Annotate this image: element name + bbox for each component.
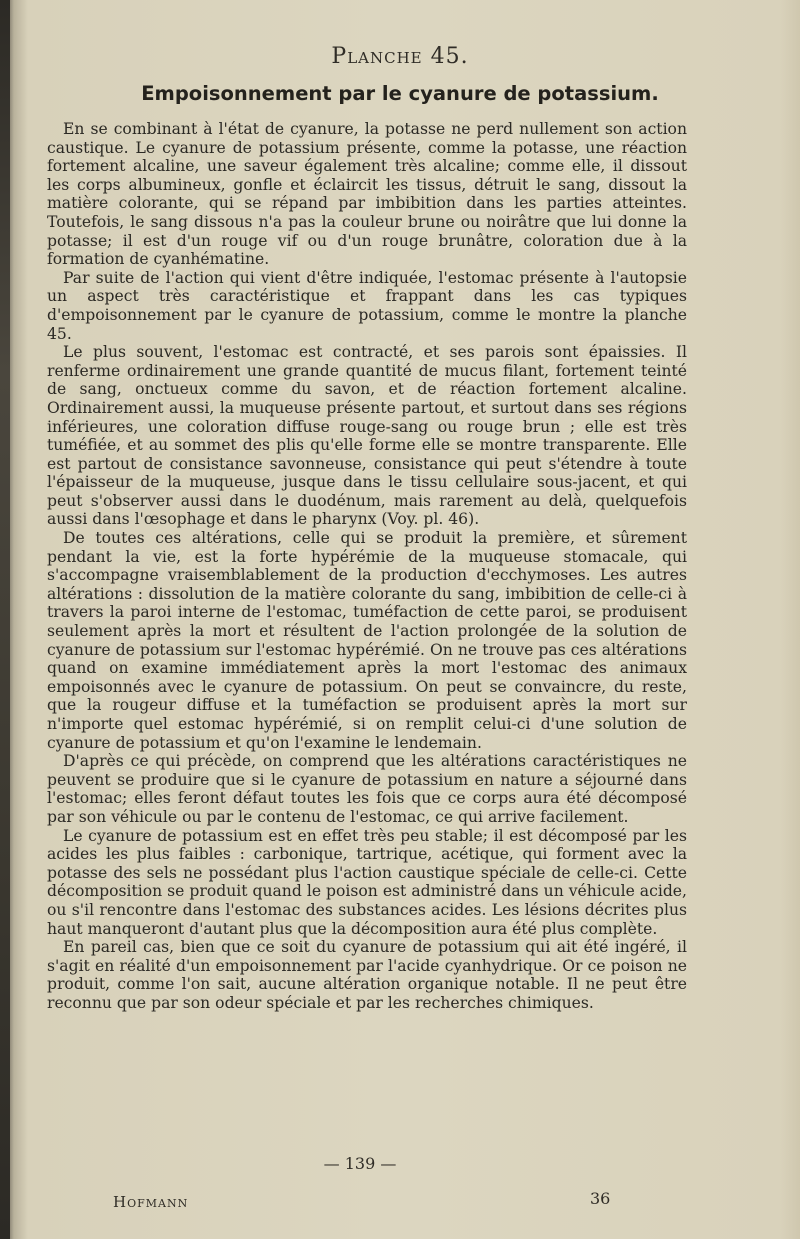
author-signature: Hofmann: [113, 1193, 189, 1211]
sheet-number: 36: [590, 1189, 611, 1208]
paragraph: Le cyanure de potassium est en effet très peu stable; il est décomposé par les acides les plus faibles : carbonique, tartrique, acétique, qui forment avec la potasse des sels ne possédant plus l'action caustique spéciale de celle-ci. Cette décomposition se produit quand le poison est administré dans un véhicule acide, ou s'il rencontre dans l'estomac des substances acides. Les lésions décrites plus haut manqueront d'autant plus que la décomposition aura été plus complète.: [47, 826, 687, 938]
paragraph: Le plus souvent, l'estomac est contracté, et ses parois sont épaissies. Il renferme ordinairement une grande quantité de mucus filant, fortement teinté de sang, onctueux comme du savon, et de réaction fortement alcaline. Ordinairement aussi, la muqueuse présente partout, et surtout dans ses régions inférieures, une coloration diffuse rouge-sang ou rouge brun ; elle est très tuméfiée, et au sommet des plis qu'elle forme elle se montre transparente. Elle est partout de consistance savonneuse, consistance qui peut s'étendre à toute l'épaisseur de la muqueuse, jusque dans le tissu cellulaire sous-jacent, et qui peut s'observer aussi dans le duodénum, mais rarement au delà, quelquefois aussi dans l'œsophage et dans le pharynx (Voy. pl. 46).: [47, 343, 687, 529]
paragraph: De toutes ces altérations, celle qui se produit la première, et sûrement pendant la vie, est la forte hypérémie de la muqueuse stomacale, qui s'accompagne vraisemblablement de la production d'ecchymoses. Les autres altérations : dissolution de la matière colorante du sang, imbibition de celle-ci à travers la paroi interne de l'estomac, tuméfaction de cette paroi, se produisent seulement après la mort et résultent de l'action prolongée de la solution de cyanure de potassium sur l'estomac hypérémié. On ne trouve pas ces altérations quand on examine immédiatement après la mort l'estomac des animaux empoisonnés avec le cyanure de potassium. On peut se convaincre, du reste, que la rougeur diffuse et la tuméfaction se produisent après la mort sur n'importe quel estomac hypérémié, si on remplit celui-ci d'une solution de cyanure de potassium et qu'on l'examine le lendemain.: [47, 529, 687, 752]
body-text: [47, 120, 687, 1013]
binding-edge: [0, 0, 10, 1239]
paragraph: D'après ce qui précède, on comprend que les altérations caractéristiques ne peuvent se produire que si le cyanure de potassium en nature a séjourné dans l'estomac; elles feront défaut toutes les fois que ce corps aura été décomposé par son véhicule ou par le contenu de l'estomac, ce qui arrive facilement.: [47, 752, 687, 826]
page-number: — 139 —: [323, 1154, 397, 1173]
paragraph: En se combinant à l'état de cyanure, la potasse ne perd nullement son action caustique. Le cyanure de potassium présente, comme la potasse, une réaction fortement alcaline, une saveur également très alcaline; comme elle, il dissout les corps albumineux, gonfle et éclaircit les tissus, détruit le sang, dissout la matière colorante, qui se répand par imbibition dans les parties atteintes. Toutefois, le sang dissous n'a pas la couleur brune ou noirâtre que lui donne la potasse; il est d'un rouge vif ou d'un rouge brunâtre, coloration due à la formation de cyanhématine.: [47, 120, 687, 269]
paragraph: En pareil cas, bien que ce soit du cyanure de potassium qui ait été ingéré, il s'agit en réalité d'un empoisonnement par l'acide cyanhydrique. Or ce poison ne produit, comme l'on sait, aucune altération organique notable. Il ne peut être reconnu que par son odeur spéciale et par les recherches chimiques.: [47, 938, 687, 1012]
plate-heading: Planche 45.: [331, 44, 469, 69]
paragraph: Par suite de l'action qui vient d'être indiquée, l'estomac présente à l'autopsie un aspect très caractéristique et frappant dans les cas typiques d'empoisonnement par le cyanure de potassium, comme le montre la planche 45.: [47, 268, 687, 343]
page-title: Empoisonnement par le cyanure de potassium.: [141, 82, 659, 105]
